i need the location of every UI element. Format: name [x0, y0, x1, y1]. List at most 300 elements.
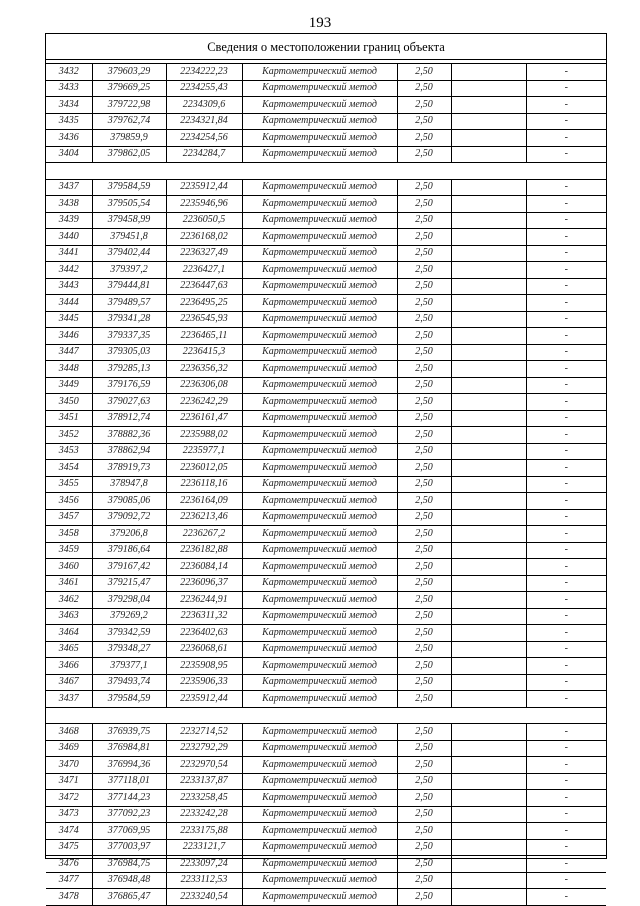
y-coordinate-cell: 2234255,43 — [166, 80, 242, 97]
accuracy-cell: 2,50 — [397, 229, 451, 246]
method-cell: Картометрический метод — [242, 592, 397, 609]
description-cell — [451, 427, 526, 444]
accuracy-cell: 2,50 — [397, 724, 451, 741]
table-row — [46, 146, 606, 163]
table-row — [46, 196, 606, 213]
table-row — [46, 773, 606, 790]
table-row — [46, 691, 606, 708]
accuracy-cell: 2,50 — [397, 212, 451, 229]
x-coordinate-cell: 377118,01 — [92, 773, 166, 790]
group-separator-row — [46, 163, 606, 180]
table-row — [46, 64, 606, 81]
x-coordinate-cell: 379397,2 — [92, 262, 166, 279]
x-coordinate-cell: 376984,81 — [92, 740, 166, 757]
method-cell: Картометрический метод — [242, 229, 397, 246]
x-coordinate-cell: 378882,36 — [92, 427, 166, 444]
method-cell: Картометрический метод — [242, 212, 397, 229]
description-cell — [451, 658, 526, 675]
method-cell: Картометрический метод — [242, 773, 397, 790]
y-coordinate-cell: 2234284,7 — [166, 146, 242, 163]
point-number-cell: 3442 — [46, 262, 92, 279]
x-coordinate-cell: 379489,57 — [92, 295, 166, 312]
accuracy-cell: 2,50 — [397, 658, 451, 675]
method-cell: Картометрический метод — [242, 608, 397, 625]
x-coordinate-cell: 379298,04 — [92, 592, 166, 609]
accuracy-cell: 2,50 — [397, 361, 451, 378]
x-coordinate-cell: 376994,36 — [92, 757, 166, 774]
note-cell: - — [526, 410, 606, 427]
table-row — [46, 361, 606, 378]
x-coordinate-cell: 376948,48 — [92, 872, 166, 889]
method-cell: Картометрический метод — [242, 641, 397, 658]
coordinates-table — [46, 63, 606, 906]
accuracy-cell: 2,50 — [397, 146, 451, 163]
y-coordinate-cell: 2236545,93 — [166, 311, 242, 328]
description-cell — [451, 344, 526, 361]
note-cell: - — [526, 476, 606, 493]
accuracy-cell: 2,50 — [397, 641, 451, 658]
point-number-cell: 3436 — [46, 130, 92, 147]
note-cell: - — [526, 80, 606, 97]
point-number-cell: 3462 — [46, 592, 92, 609]
description-cell — [451, 872, 526, 889]
description-cell — [451, 592, 526, 609]
note-cell: - — [526, 608, 606, 625]
point-number-cell: 3472 — [46, 790, 92, 807]
y-coordinate-cell: 2232714,52 — [166, 724, 242, 741]
accuracy-cell: 2,50 — [397, 559, 451, 576]
x-coordinate-cell: 379348,27 — [92, 641, 166, 658]
accuracy-cell: 2,50 — [397, 443, 451, 460]
method-cell: Картометрический метод — [242, 146, 397, 163]
description-cell — [451, 361, 526, 378]
description-cell — [451, 113, 526, 130]
description-cell — [451, 443, 526, 460]
x-coordinate-cell: 379269,2 — [92, 608, 166, 625]
table-row — [46, 245, 606, 262]
description-cell — [451, 641, 526, 658]
accuracy-cell: 2,50 — [397, 97, 451, 114]
description-cell — [451, 608, 526, 625]
note-cell: - — [526, 493, 606, 510]
table-row — [46, 377, 606, 394]
accuracy-cell: 2,50 — [397, 130, 451, 147]
table-row — [46, 295, 606, 312]
note-cell: - — [526, 575, 606, 592]
y-coordinate-cell: 2233137,87 — [166, 773, 242, 790]
note-cell: - — [526, 97, 606, 114]
accuracy-cell: 2,50 — [397, 377, 451, 394]
table-row — [46, 674, 606, 691]
point-number-cell: 3464 — [46, 625, 92, 642]
description-cell — [451, 179, 526, 196]
accuracy-cell: 2,50 — [397, 179, 451, 196]
table-row — [46, 839, 606, 856]
accuracy-cell: 2,50 — [397, 64, 451, 81]
note-cell: - — [526, 328, 606, 345]
description-cell — [451, 245, 526, 262]
description-cell — [451, 790, 526, 807]
accuracy-cell: 2,50 — [397, 427, 451, 444]
accuracy-cell: 2,50 — [397, 806, 451, 823]
y-coordinate-cell: 2236244,91 — [166, 592, 242, 609]
description-cell — [451, 130, 526, 147]
table-row — [46, 856, 606, 873]
method-cell: Картометрический метод — [242, 575, 397, 592]
point-number-cell: 3404 — [46, 146, 92, 163]
table-row — [46, 559, 606, 576]
description-cell — [451, 196, 526, 213]
note-cell: - — [526, 443, 606, 460]
table-row — [46, 394, 606, 411]
method-cell: Картометрический метод — [242, 724, 397, 741]
method-cell: Картометрический метод — [242, 559, 397, 576]
point-number-cell: 3460 — [46, 559, 92, 576]
accuracy-cell: 2,50 — [397, 625, 451, 642]
y-coordinate-cell: 2235977,1 — [166, 443, 242, 460]
x-coordinate-cell: 379444,81 — [92, 278, 166, 295]
accuracy-cell: 2,50 — [397, 773, 451, 790]
accuracy-cell: 2,50 — [397, 889, 451, 906]
description-cell — [451, 856, 526, 873]
method-cell: Картометрический метод — [242, 806, 397, 823]
y-coordinate-cell: 2232792,29 — [166, 740, 242, 757]
note-cell: - — [526, 641, 606, 658]
x-coordinate-cell: 377144,23 — [92, 790, 166, 807]
y-coordinate-cell: 2236084,14 — [166, 559, 242, 576]
y-coordinate-cell: 2236465,11 — [166, 328, 242, 345]
x-coordinate-cell: 376984,75 — [92, 856, 166, 873]
x-coordinate-cell: 378912,74 — [92, 410, 166, 427]
accuracy-cell: 2,50 — [397, 856, 451, 873]
accuracy-cell: 2,50 — [397, 311, 451, 328]
method-cell: Картометрический метод — [242, 113, 397, 130]
table-row — [46, 460, 606, 477]
point-number-cell: 3450 — [46, 394, 92, 411]
description-cell — [451, 740, 526, 757]
point-number-cell: 3473 — [46, 806, 92, 823]
note-cell: - — [526, 625, 606, 642]
accuracy-cell: 2,50 — [397, 262, 451, 279]
point-number-cell: 3434 — [46, 97, 92, 114]
x-coordinate-cell: 379342,59 — [92, 625, 166, 642]
point-number-cell: 3437 — [46, 691, 92, 708]
table-row — [46, 806, 606, 823]
description-cell — [451, 460, 526, 477]
method-cell: Картометрический метод — [242, 691, 397, 708]
table-row — [46, 97, 606, 114]
description-cell — [451, 526, 526, 543]
table-row — [46, 130, 606, 147]
note-cell: - — [526, 823, 606, 840]
x-coordinate-cell: 379402,44 — [92, 245, 166, 262]
note-cell: - — [526, 773, 606, 790]
y-coordinate-cell: 2233242,28 — [166, 806, 242, 823]
note-cell: - — [526, 377, 606, 394]
point-number-cell: 3466 — [46, 658, 92, 675]
accuracy-cell: 2,50 — [397, 509, 451, 526]
x-coordinate-cell: 376939,75 — [92, 724, 166, 741]
note-cell: - — [526, 674, 606, 691]
y-coordinate-cell: 2235912,44 — [166, 179, 242, 196]
point-number-cell: 3452 — [46, 427, 92, 444]
note-cell: - — [526, 113, 606, 130]
note-cell: - — [526, 344, 606, 361]
note-cell: - — [526, 460, 606, 477]
method-cell: Картометрический метод — [242, 658, 397, 675]
method-cell: Картометрический метод — [242, 839, 397, 856]
y-coordinate-cell: 2233112,53 — [166, 872, 242, 889]
x-coordinate-cell: 379862,05 — [92, 146, 166, 163]
note-cell: - — [526, 394, 606, 411]
table-row — [46, 328, 606, 345]
x-coordinate-cell: 379377,1 — [92, 658, 166, 675]
point-number-cell: 3432 — [46, 64, 92, 81]
table-row — [46, 575, 606, 592]
point-number-cell: 3475 — [46, 839, 92, 856]
point-number-cell: 3455 — [46, 476, 92, 493]
description-cell — [451, 146, 526, 163]
note-cell: - — [526, 757, 606, 774]
table-row — [46, 229, 606, 246]
y-coordinate-cell: 2232970,54 — [166, 757, 242, 774]
table-row — [46, 344, 606, 361]
method-cell: Картометрический метод — [242, 394, 397, 411]
note-cell: - — [526, 509, 606, 526]
point-number-cell: 3451 — [46, 410, 92, 427]
accuracy-cell: 2,50 — [397, 526, 451, 543]
point-number-cell: 3469 — [46, 740, 92, 757]
method-cell: Картометрический метод — [242, 179, 397, 196]
x-coordinate-cell: 379669,25 — [92, 80, 166, 97]
point-number-cell: 3478 — [46, 889, 92, 906]
method-cell: Картометрический метод — [242, 625, 397, 642]
y-coordinate-cell: 2233240,54 — [166, 889, 242, 906]
point-number-cell: 3458 — [46, 526, 92, 543]
description-cell — [451, 806, 526, 823]
note-cell: - — [526, 856, 606, 873]
note-cell: - — [526, 262, 606, 279]
accuracy-cell: 2,50 — [397, 113, 451, 130]
point-number-cell: 3465 — [46, 641, 92, 658]
method-cell: Картометрический метод — [242, 328, 397, 345]
point-number-cell: 3448 — [46, 361, 92, 378]
method-cell: Картометрический метод — [242, 245, 397, 262]
y-coordinate-cell: 2236356,32 — [166, 361, 242, 378]
description-cell — [451, 575, 526, 592]
accuracy-cell: 2,50 — [397, 592, 451, 609]
note-cell: - — [526, 691, 606, 708]
accuracy-cell: 2,50 — [397, 476, 451, 493]
y-coordinate-cell: 2233175,88 — [166, 823, 242, 840]
table-row — [46, 542, 606, 559]
y-coordinate-cell: 2234321,84 — [166, 113, 242, 130]
method-cell: Картометрический метод — [242, 196, 397, 213]
description-cell — [451, 394, 526, 411]
accuracy-cell: 2,50 — [397, 790, 451, 807]
point-number-cell: 3461 — [46, 575, 92, 592]
sheet-title: Сведения о местоположении границ объекта — [46, 34, 606, 60]
method-cell: Картометрический метод — [242, 740, 397, 757]
description-cell — [451, 773, 526, 790]
method-cell: Картометрический метод — [242, 526, 397, 543]
group-separator-row — [46, 707, 606, 724]
table-row — [46, 493, 606, 510]
y-coordinate-cell: 2236213,46 — [166, 509, 242, 526]
description-cell — [451, 212, 526, 229]
point-number-cell: 3476 — [46, 856, 92, 873]
y-coordinate-cell: 2236495,25 — [166, 295, 242, 312]
x-coordinate-cell: 379493,74 — [92, 674, 166, 691]
method-cell: Картометрический метод — [242, 674, 397, 691]
document-sheet — [45, 33, 607, 902]
x-coordinate-cell: 378862,94 — [92, 443, 166, 460]
y-coordinate-cell: 2235912,44 — [166, 691, 242, 708]
description-cell — [451, 410, 526, 427]
separator-cell — [46, 163, 606, 180]
point-number-cell: 3445 — [46, 311, 92, 328]
note-cell: - — [526, 427, 606, 444]
page-number: 193 — [308, 15, 332, 31]
point-number-cell: 3437 — [46, 179, 92, 196]
note-cell: - — [526, 295, 606, 312]
accuracy-cell: 2,50 — [397, 344, 451, 361]
description-cell — [451, 559, 526, 576]
table-row — [46, 790, 606, 807]
table-row — [46, 278, 606, 295]
x-coordinate-cell: 378947,8 — [92, 476, 166, 493]
table-row — [46, 509, 606, 526]
point-number-cell: 3477 — [46, 872, 92, 889]
accuracy-cell: 2,50 — [397, 295, 451, 312]
note-cell: - — [526, 311, 606, 328]
accuracy-cell: 2,50 — [397, 493, 451, 510]
method-cell: Картометрический метод — [242, 97, 397, 114]
x-coordinate-cell: 379762,74 — [92, 113, 166, 130]
method-cell: Картометрический метод — [242, 130, 397, 147]
table-row — [46, 757, 606, 774]
method-cell: Картометрический метод — [242, 344, 397, 361]
table-row — [46, 823, 606, 840]
method-cell: Картометрический метод — [242, 476, 397, 493]
accuracy-cell: 2,50 — [397, 608, 451, 625]
separator-cell — [46, 707, 606, 724]
method-cell: Картометрический метод — [242, 889, 397, 906]
note-cell: - — [526, 740, 606, 757]
x-coordinate-cell: 379458,99 — [92, 212, 166, 229]
y-coordinate-cell: 2234222,23 — [166, 64, 242, 81]
method-cell: Картометрический метод — [242, 542, 397, 559]
description-cell — [451, 80, 526, 97]
accuracy-cell: 2,50 — [397, 839, 451, 856]
table-row — [46, 113, 606, 130]
accuracy-cell: 2,50 — [397, 394, 451, 411]
table-row — [46, 889, 606, 906]
y-coordinate-cell: 2236415,3 — [166, 344, 242, 361]
description-cell — [451, 757, 526, 774]
x-coordinate-cell: 379085,06 — [92, 493, 166, 510]
table-row — [46, 526, 606, 543]
accuracy-cell: 2,50 — [397, 410, 451, 427]
table-row — [46, 311, 606, 328]
method-cell: Картометрический метод — [242, 361, 397, 378]
point-number-cell: 3467 — [46, 674, 92, 691]
x-coordinate-cell: 379451,8 — [92, 229, 166, 246]
point-number-cell: 3474 — [46, 823, 92, 840]
x-coordinate-cell: 379722,98 — [92, 97, 166, 114]
note-cell: - — [526, 790, 606, 807]
accuracy-cell: 2,50 — [397, 460, 451, 477]
point-number-cell: 3446 — [46, 328, 92, 345]
point-number-cell: 3457 — [46, 509, 92, 526]
x-coordinate-cell: 379186,64 — [92, 542, 166, 559]
method-cell: Картометрический метод — [242, 262, 397, 279]
y-coordinate-cell: 2236050,5 — [166, 212, 242, 229]
y-coordinate-cell: 2236096,37 — [166, 575, 242, 592]
y-coordinate-cell: 2236118,16 — [166, 476, 242, 493]
note-cell: - — [526, 229, 606, 246]
point-number-cell: 3435 — [46, 113, 92, 130]
point-number-cell: 3449 — [46, 377, 92, 394]
point-number-cell: 3441 — [46, 245, 92, 262]
x-coordinate-cell: 379337,35 — [92, 328, 166, 345]
accuracy-cell: 2,50 — [397, 278, 451, 295]
description-cell — [451, 493, 526, 510]
method-cell: Картометрический метод — [242, 377, 397, 394]
method-cell: Картометрический метод — [242, 278, 397, 295]
accuracy-cell: 2,50 — [397, 80, 451, 97]
point-number-cell: 3459 — [46, 542, 92, 559]
note-cell: - — [526, 196, 606, 213]
method-cell: Картометрический метод — [242, 410, 397, 427]
accuracy-cell: 2,50 — [397, 674, 451, 691]
table-row — [46, 476, 606, 493]
table-row — [46, 658, 606, 675]
note-cell: - — [526, 889, 606, 906]
accuracy-cell: 2,50 — [397, 757, 451, 774]
accuracy-cell: 2,50 — [397, 575, 451, 592]
y-coordinate-cell: 2236327,49 — [166, 245, 242, 262]
table-row — [46, 443, 606, 460]
method-cell: Картометрический метод — [242, 295, 397, 312]
point-number-cell: 3440 — [46, 229, 92, 246]
note-cell: - — [526, 146, 606, 163]
x-coordinate-cell: 379027,63 — [92, 394, 166, 411]
note-cell: - — [526, 361, 606, 378]
method-cell: Картометрический метод — [242, 460, 397, 477]
point-number-cell: 3471 — [46, 773, 92, 790]
accuracy-cell: 2,50 — [397, 542, 451, 559]
description-cell — [451, 724, 526, 741]
note-cell: - — [526, 245, 606, 262]
description-cell — [451, 64, 526, 81]
note-cell: - — [526, 526, 606, 543]
method-cell: Картометрический метод — [242, 311, 397, 328]
x-coordinate-cell: 379285,13 — [92, 361, 166, 378]
description-cell — [451, 262, 526, 279]
method-cell: Картометрический метод — [242, 872, 397, 889]
description-cell — [451, 823, 526, 840]
description-cell — [451, 97, 526, 114]
method-cell: Картометрический метод — [242, 856, 397, 873]
note-cell: - — [526, 130, 606, 147]
point-number-cell: 3447 — [46, 344, 92, 361]
note-cell: - — [526, 179, 606, 196]
description-cell — [451, 839, 526, 856]
table-row — [46, 427, 606, 444]
method-cell: Картометрический метод — [242, 823, 397, 840]
y-coordinate-cell: 2236164,09 — [166, 493, 242, 510]
